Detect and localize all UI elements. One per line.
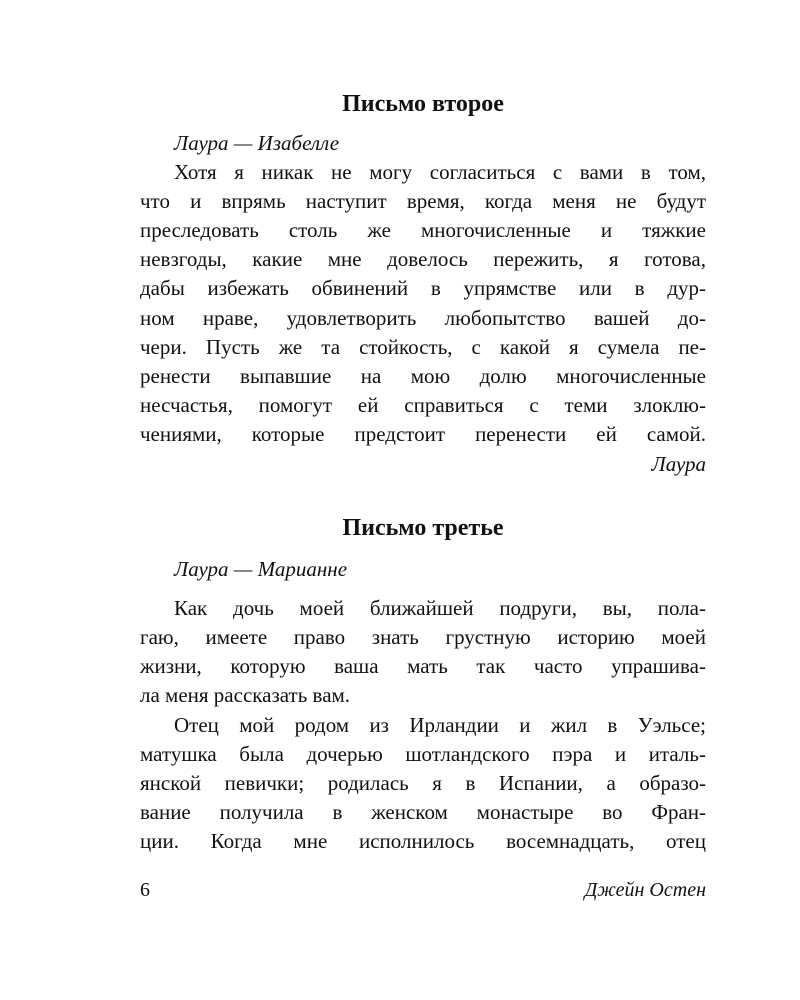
letter-3-line: Отец мой родом из Ирландии и жил в Уэльсе; bbox=[174, 713, 706, 737]
letter-2-line: ренести выпавшие на мою долю многочисленные bbox=[140, 364, 706, 388]
letter-3-line: ла меня рассказать вам. bbox=[140, 683, 351, 707]
letter-2-signature: Лаура bbox=[651, 452, 706, 476]
letter-2-line: что и впрямь наступит время, когда меня не будут bbox=[140, 189, 706, 213]
letter-2-line: преследовать столь же многочисленные и тяжкие bbox=[140, 218, 706, 242]
letter-2-title: Письмо второе bbox=[342, 91, 504, 117]
letter-2-address: Лаура — Изабелле bbox=[174, 131, 340, 155]
letter-3-address: Лаура — Марианне bbox=[174, 557, 348, 581]
letter-2-line: ном нраве, удовлетворить любопытство вашей до- bbox=[140, 306, 706, 330]
letter-2-line: невзгоды, какие мне довелось пережить, я готова, bbox=[140, 247, 706, 271]
letter-3-line: вание получила в женском монастыре во Фран- bbox=[140, 800, 706, 824]
letter-2-line: несчастья, помогут ей справиться с теми злоклю- bbox=[140, 393, 706, 417]
letter-3-line: матушка была дочерью шотландского пэра и италь- bbox=[140, 742, 706, 766]
letter-3-line: янской певички; родилась я в Испании, а образо- bbox=[140, 771, 706, 795]
book-page bbox=[140, 0, 706, 1000]
page-number: 6 bbox=[140, 879, 150, 901]
letter-3-line: жизни, которую ваша мать так часто упрашива- bbox=[140, 654, 706, 678]
letter-2-line: чери. Пусть же та стойкость, с какой я сумела пе- bbox=[140, 335, 706, 359]
letter-3-line: ции. Когда мне исполнилось восемнадцать, отец bbox=[140, 829, 706, 853]
letter-3-line: гаю, имеете право знать грустную историю моей bbox=[140, 625, 706, 649]
letter-2-line: Хотя я никак не могу согласиться с вами в том, bbox=[174, 160, 706, 184]
letter-2-line: чениями, которые предстоит перенести ей самой. bbox=[140, 422, 706, 446]
running-footer-author: Джейн Остен bbox=[584, 879, 706, 901]
letter-3-title: Письмо третье bbox=[342, 515, 504, 541]
letter-3-line: Как дочь моей ближайшей подруги, вы, пола- bbox=[174, 596, 706, 620]
letter-2-line: дабы избежать обвинений в упрямстве или в дур- bbox=[140, 276, 706, 300]
